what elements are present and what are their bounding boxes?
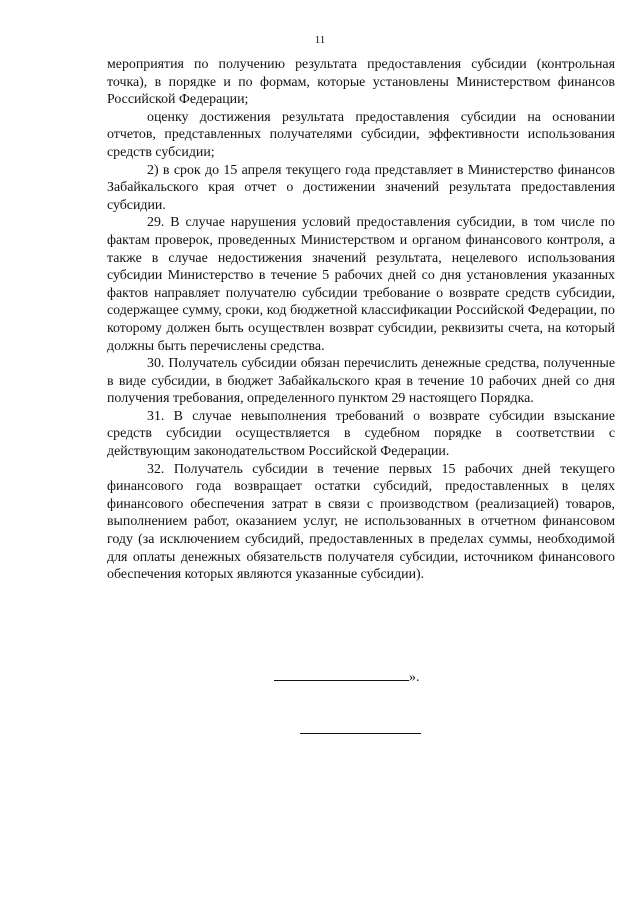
- page-number: 11: [314, 34, 326, 46]
- paragraph-clause-29: 29. В случае нарушения условий предоставления субсидии, в том числе по фактам проверок, проведенных Министерством и органом финансового контроля, а также в случае недостижения значений результата, нецелевого использования субсидии Министерство в течение 5 рабочих дней со дня установления указанных фактов направляет получателю субсидии требование о возврате средств субсидии, содержащее сумму, сроки, код бюджетной классификации Российской Федерации, по которому должен быть осуществлен возврат субсидии, реквизиты счета, на который должны быть перечислены средства.: [107, 215, 615, 354]
- end-separator-line: [300, 733, 421, 734]
- closing-line: [274, 668, 419, 687]
- document-body: [107, 56, 615, 584]
- paragraph-performance-assessment: оценку достижения результата предоставления субсидии на основании отчетов, представленных получателями субсидии, эффективности использования средств субсидии;: [107, 109, 615, 160]
- paragraph-continuation-control-point: мероприятия по получению результата предоставления субсидии (контрольная точка), в порядке и по формам, которые установлены Министерством финансов Российской Федерации;: [107, 57, 615, 108]
- paragraph-clause-30: 30. Получатель субсидии обязан перечислить денежные средства, полученные в виде субсидии, в бюджет Забайкальского края в течение 10 рабочих дней со дня получения требования, определенного пунктом 29 настоящего Порядка.: [107, 356, 615, 407]
- paragraph-clause-32: 32. Получатель субсидии в течение первых 15 рабочих дней текущего финансового года возвращает остатки субсидий, предоставленных в целях финансового обеспечения затрат в связи с производством (реализацией) товаров, выполнением работ, оказанием услуг, не использованных в отчетном финансовом году (за исключением субсидий, предоставленных в пределах суммы, необходимой для оплаты денежных обязательств получателя субсидии, источником финансового обеспечения которых являются указанные субсидии).: [107, 461, 615, 583]
- paragraph-reporting-deadline: 2) в срок до 15 апреля текущего года представляет в Министерство финансов Забайкальского края отчет о достижении значений результата предоставления субсидии.: [107, 162, 615, 213]
- closing-blank-line: [274, 668, 409, 681]
- paragraph-clause-31: 31. В случае невыполнения требований о возврате субсидии взыскание средств субсидии осуществляется в судебном порядке в соответствии с действующим законодательством Российской Федерации.: [107, 408, 615, 460]
- closing-quote-mark: ».: [409, 670, 420, 685]
